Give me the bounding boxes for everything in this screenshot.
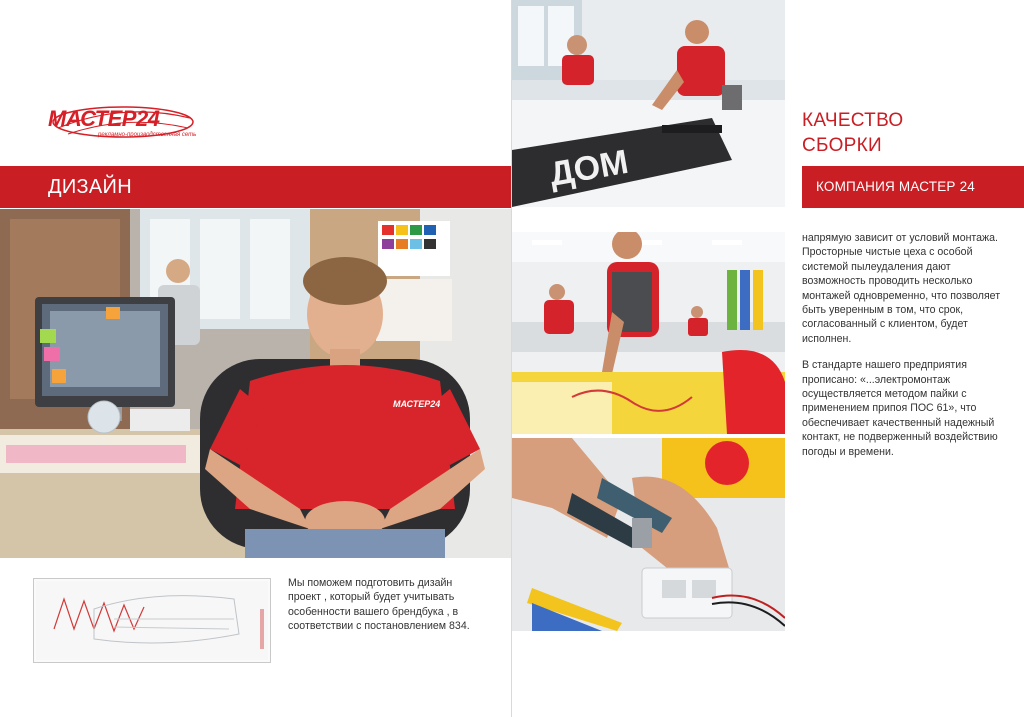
- company-logo: [48, 104, 198, 142]
- company-banner: [802, 166, 1024, 208]
- shirt-logo: МАСТЕР24: [393, 399, 441, 409]
- sign-letters: ДОМ: [546, 142, 632, 194]
- company-banner-text: КОМПАНИЯ МАСТЕР 24: [816, 179, 975, 194]
- section-title: ДИЗАЙН: [48, 176, 132, 198]
- logo-tagline: рекламно-производственная сеть: [98, 132, 197, 138]
- design-sketch-image: [33, 578, 271, 663]
- assembly-photo-middle: [512, 232, 785, 434]
- section-bar-design: [0, 166, 512, 208]
- assembly-paragraph-1: напрямую зависит от условий монтажа. Просторные чистые цеха с особой системой пылеудаления дают возможность проводить несколько монтажей одновременно, что позволяет быть уверенным в том, что срок, согласованный с клиентом, будет исполнен.: [802, 232, 1001, 345]
- soldering-photo: [512, 438, 785, 631]
- designer-photo: [0, 209, 512, 558]
- section-heading: КАЧЕСТВО СБОРКИ: [802, 110, 904, 156]
- assembly-photo-top: [512, 0, 785, 207]
- assembly-paragraph-2: В стандарте нашего предприятия прописано: «...электромонтаж осуществляется методом пайки с применением припоя ПОС 61», что обеспечивает качественный надежный контакт, не подверженный воздействию погоды и времени.: [802, 359, 998, 458]
- right-page: [512, 0, 1024, 717]
- design-paragraph: Мы поможем подготовить дизайн проект , который будет учитывать особенности вашего брендбука , в соответствии с постановлением 834.: [288, 577, 470, 633]
- logo-wordmark: МАСТЕР24: [48, 106, 160, 131]
- assembly-text: [802, 231, 1002, 471]
